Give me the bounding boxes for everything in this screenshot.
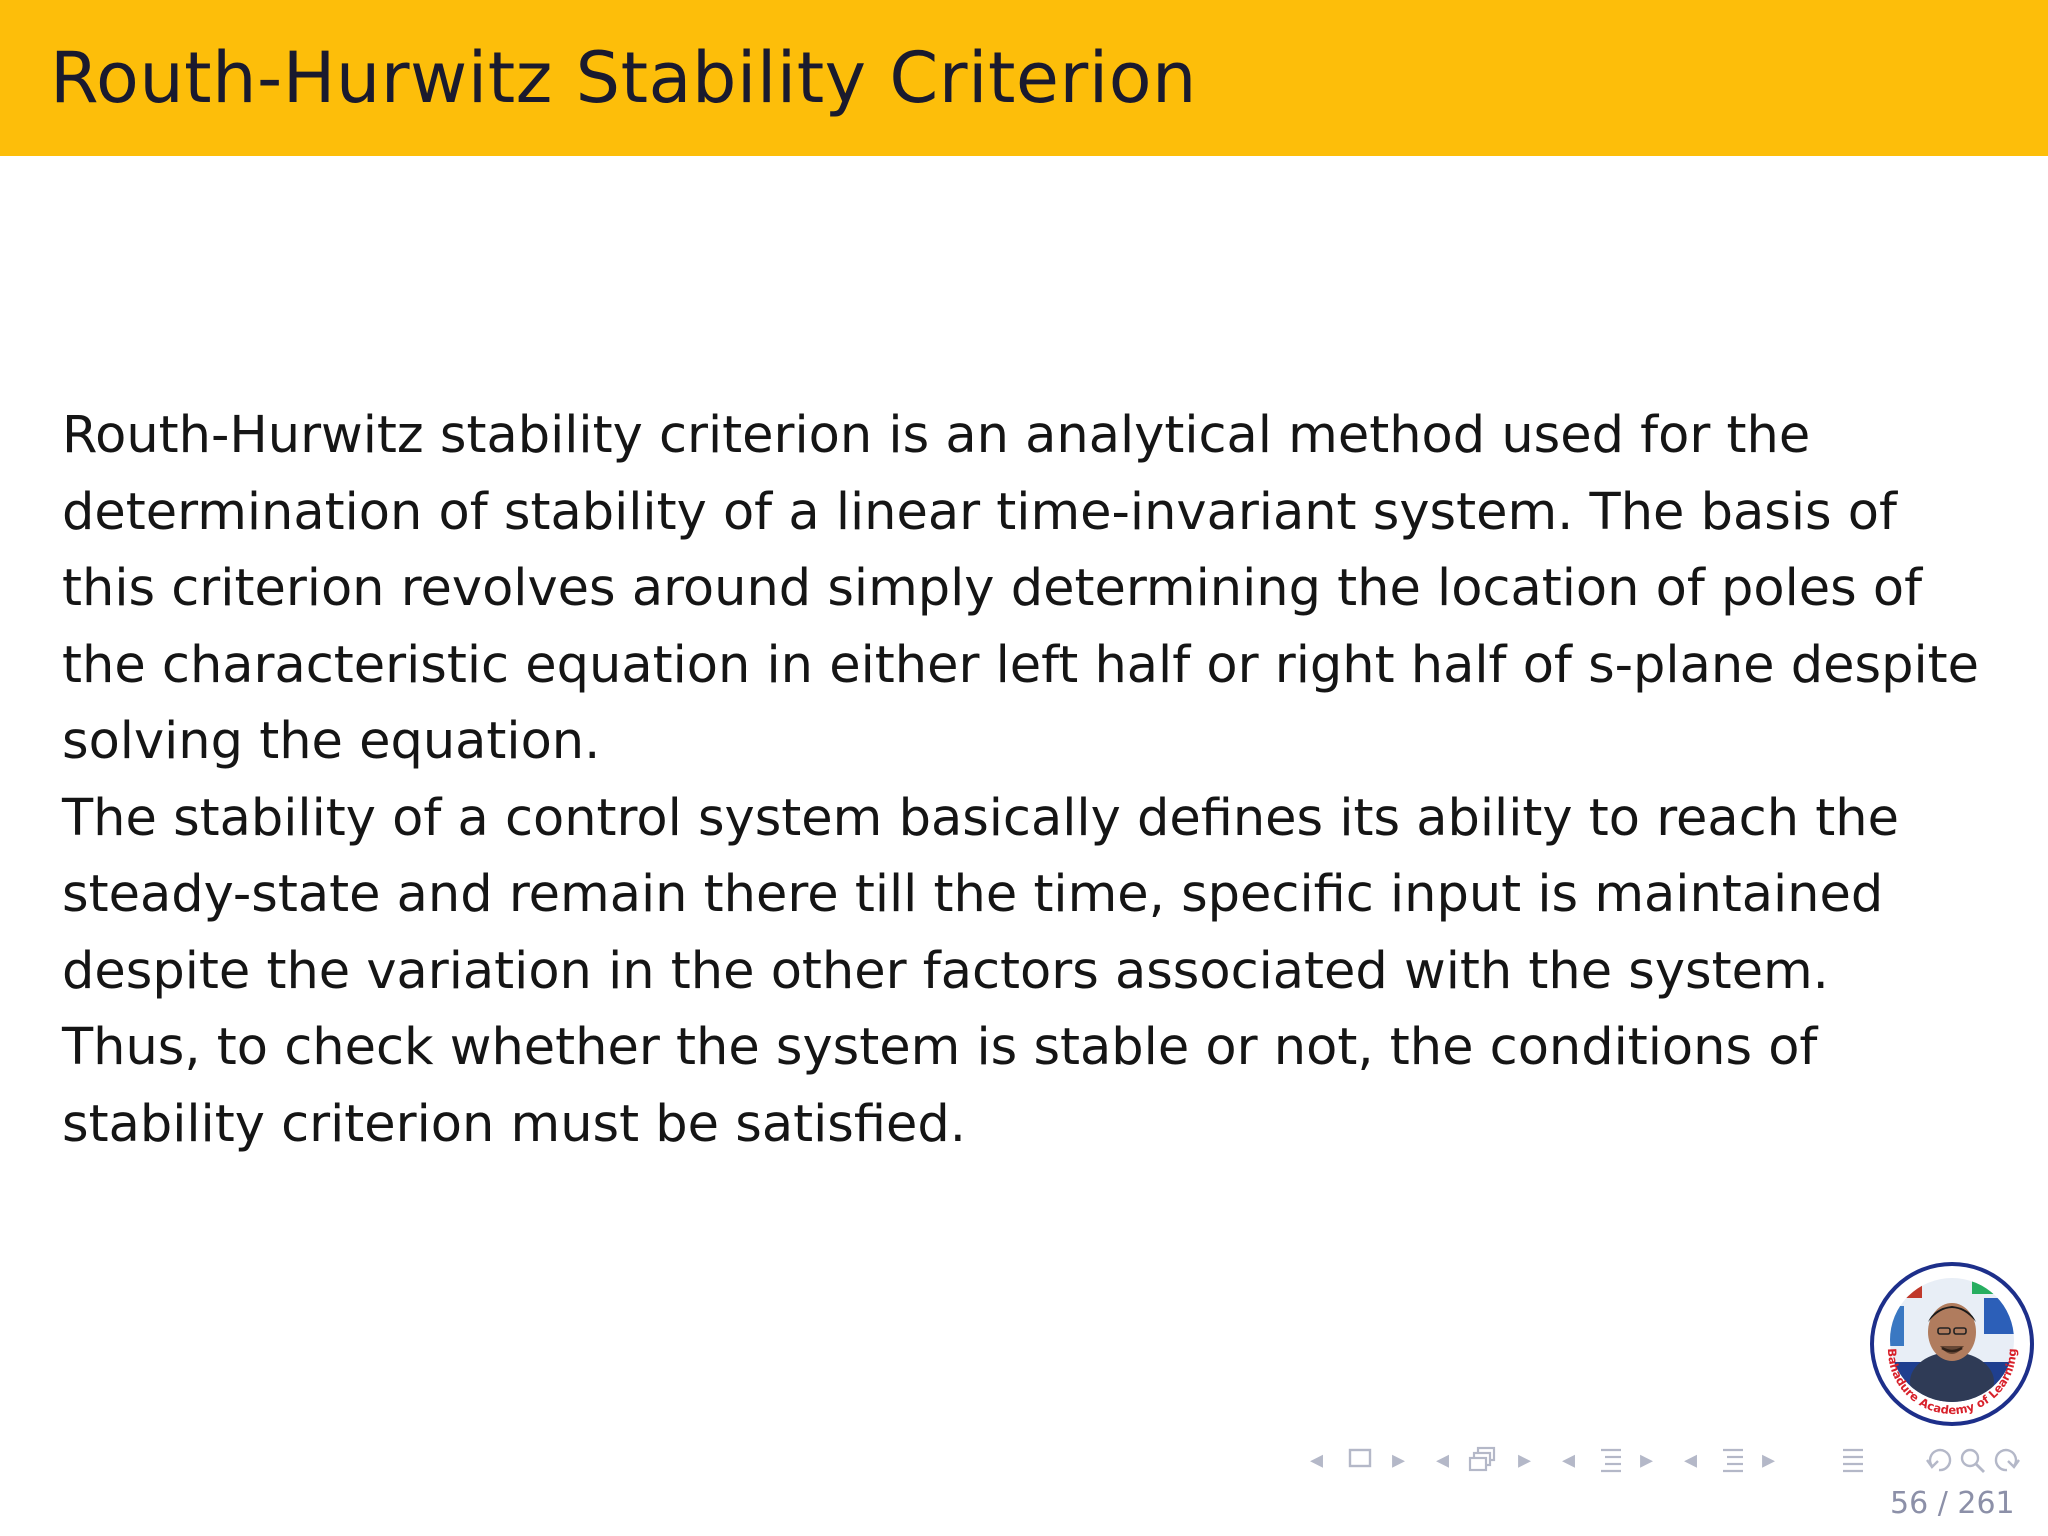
section-icon[interactable]	[1598, 1446, 1624, 1476]
arrow-right-icon[interactable]: ▸	[1518, 1445, 1532, 1475]
body-line: The stability of a control system basically defines its ability to reach the	[62, 788, 1899, 848]
slide-body	[62, 398, 2002, 1163]
title-bar	[0, 0, 2048, 156]
arrow-left-icon[interactable]: ◂	[1436, 1445, 1450, 1475]
frame-icon[interactable]	[1348, 1446, 1372, 1472]
slide-title: Routh-Hurwitz Stability Criterion	[50, 37, 1197, 119]
arrow-left-icon[interactable]: ◂	[1684, 1445, 1698, 1475]
body-line: the characteristic equation in either left half or right half of s-plane despite	[62, 635, 1979, 695]
arrow-left-icon[interactable]: ◂	[1562, 1445, 1576, 1475]
arrow-left-icon[interactable]: ◂	[1310, 1445, 1324, 1475]
body-line: Thus, to check whether the system is stable or not, the conditions of	[62, 1018, 1818, 1077]
body-line: determination of stability of a linear time-invariant system. The basis of	[62, 482, 1897, 542]
arrow-right-icon[interactable]: ▸	[1392, 1445, 1406, 1475]
section-icon[interactable]	[1720, 1446, 1746, 1476]
body-line: solving the equation.	[62, 712, 601, 771]
body-line: stability criterion must be satisfied.	[62, 1094, 966, 1154]
search-icon[interactable]	[1958, 1446, 1988, 1476]
page-counter: 56 / 261	[1890, 1486, 2015, 1521]
forward-icon[interactable]	[1992, 1446, 2022, 1474]
beamer-navigation	[1310, 1440, 2030, 1480]
body-line: steady-state and remain there till the time, specific input is maintained	[62, 865, 1884, 924]
outline-icon[interactable]	[1840, 1446, 1866, 1476]
academy-logo	[1870, 1262, 2034, 1426]
body-line: this criterion revolves around simply determining the location of poles of	[62, 559, 1923, 618]
arrow-right-icon[interactable]: ▸	[1762, 1445, 1776, 1475]
subsection-icon[interactable]	[1468, 1446, 1500, 1476]
body-line: Routh-Hurwitz stability criterion is an analytical method used for the	[62, 406, 1811, 465]
back-icon[interactable]	[1924, 1446, 1954, 1474]
arrow-right-icon[interactable]: ▸	[1640, 1445, 1654, 1475]
body-line: despite the variation in the other factors associated with the system.	[62, 941, 1829, 1001]
logo-graphic	[1874, 1266, 2030, 1422]
logo-text: Bahadure Academy of Learning	[1884, 1348, 2020, 1418]
